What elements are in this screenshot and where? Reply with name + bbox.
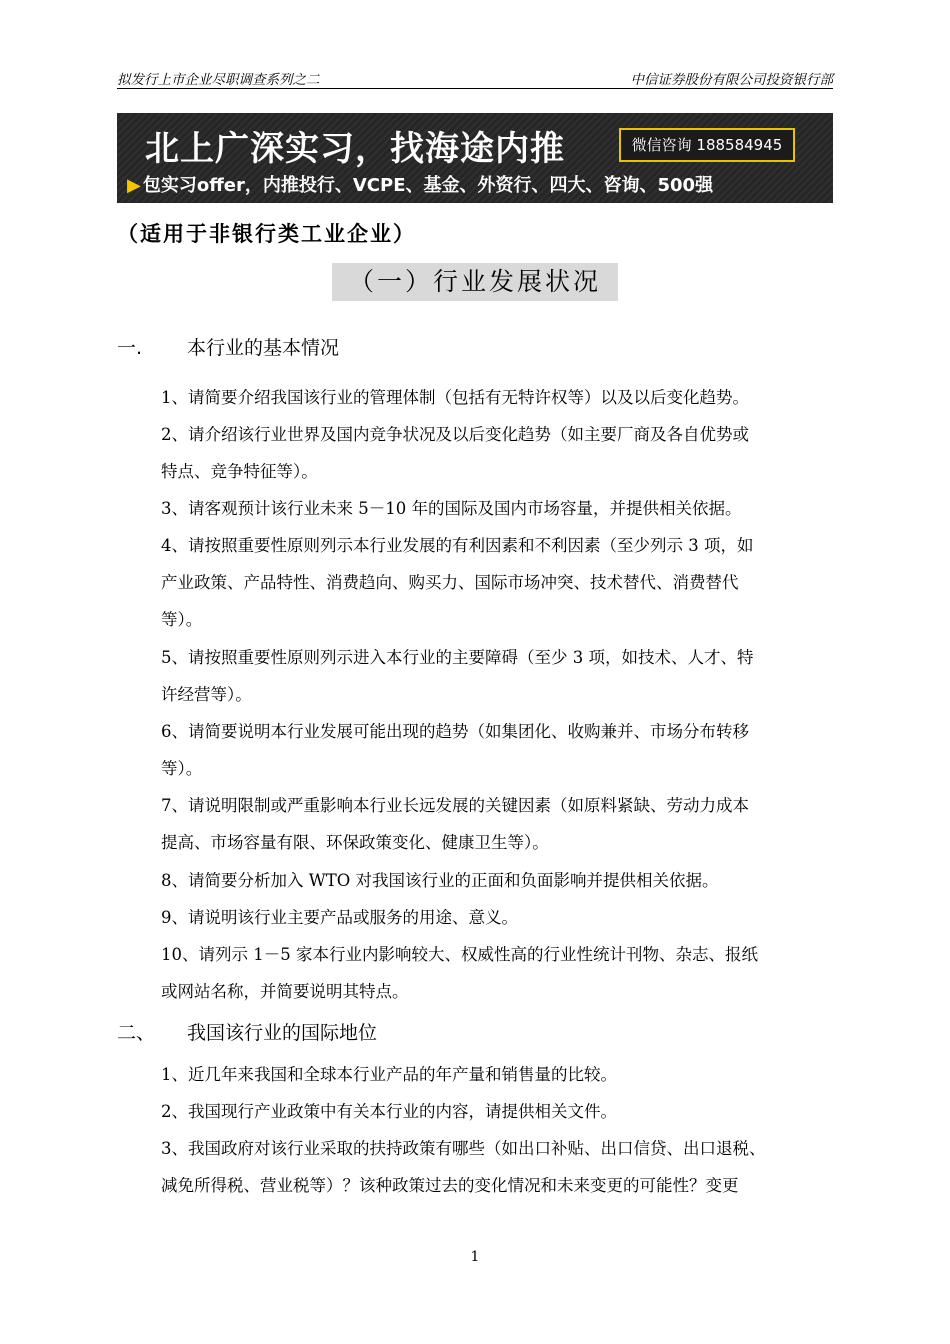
part1-line: 或网站名称，并简要说明其特点。 (161, 982, 409, 1001)
part1-line: 6、请简要说明本行业发展可能出现的趋势（如集团化、收购兼并、市场分布转移 (161, 722, 749, 741)
page-number: 1 (470, 1249, 480, 1265)
part2-line: 减免所得税、营业税等）？该种政策过去的变化情况和未来变更的可能性？变更 (161, 1176, 739, 1195)
part2-heading (117, 1018, 377, 1045)
running-header (117, 64, 833, 89)
part2-number: 二、 (117, 1022, 156, 1044)
part1-line: 等）。 (161, 759, 203, 778)
play-triangle-icon: ▶ (127, 175, 141, 196)
part2-line: 3、我国政府对该行业采取的扶持政策有哪些（如出口补贴、出口信贷、出口退税、 (161, 1139, 766, 1158)
part1-line: 等）。 (161, 610, 203, 629)
banner-wechat-contact: 微信咨询 188584945 (619, 128, 795, 162)
part2-line: 2、我国现行产业政策中有关本行业的内容，请提供相关文件。 (161, 1102, 617, 1121)
part1-line: 7、请说明限制或严重影响本行业长远发展的关键因素（如原料紧缺、劳动力成本 (161, 796, 749, 815)
banner-headline: 北上广深实习，找海途内推 (145, 129, 565, 169)
part1-line: 3、请客观预计该行业未来 5－10 年的国际及国内市场容量，并提供相关依据。 (161, 499, 742, 518)
part2-line: 1、近几年来我国和全球本行业产品的年产量和销售量的比较。 (161, 1065, 617, 1084)
banner-sub-text: 包实习offer，内推投行、VCPE、基金、外资行、四大、咨询、500强 (142, 175, 714, 196)
section-title: （一）行业发展状况 (332, 263, 618, 301)
part1-line: 产业政策、产品特性、消费趋向、购买力、国际市场冲突、技术替代、消费替代 (161, 573, 739, 592)
part1-line: 提高、市场容量有限、环保政策变化、健康卫生等）。 (161, 833, 549, 852)
banner-subline (127, 171, 713, 197)
part1-line: 4、请按照重要性原则列示本行业发展的有利因素和不利因素（至少列示 3 项，如 (161, 536, 754, 555)
ad-banner[interactable] (117, 113, 833, 203)
applicability-note: （适用于非银行类工业企业） (117, 222, 416, 246)
part1-line: 10、请列示 1－5 家本行业内影响较大、权威性高的行业性统计刊物、杂志、报纸 (161, 945, 758, 964)
header-series-title: 拟发行上市企业尽职调查系列之二 (117, 72, 320, 88)
part1-heading (117, 333, 339, 360)
part2-title: 我国该行业的国际地位 (187, 1022, 378, 1044)
part1-title: 本行业的基本情况 (187, 337, 340, 359)
part1-line: 5、请按照重要性原则列示进入本行业的主要障碍（至少 3 项，如技术、人才、特 (161, 648, 754, 667)
part1-line: 9、请说明该行业主要产品或服务的用途、意义。 (161, 908, 518, 927)
part1-line: 8、请简要分析加入 WTO 对我国该行业的正面和负面影响并提供相关依据。 (161, 871, 719, 890)
part1-line: 2、请介绍该行业世界及国内竞争状况及以后变化趋势（如主要厂商及各自优势或 (161, 425, 749, 444)
part1-line: 1、请简要介绍我国该行业的管理体制（包括有无特许权等）以及以后变化趋势。 (161, 388, 749, 407)
header-company-name: 中信证券股份有限公司投资银行部 (630, 72, 833, 88)
part1-line: 特点、竞争特征等）。 (161, 462, 318, 481)
part1-number: 一. (117, 337, 143, 359)
part1-line: 许经营等）。 (161, 685, 252, 704)
